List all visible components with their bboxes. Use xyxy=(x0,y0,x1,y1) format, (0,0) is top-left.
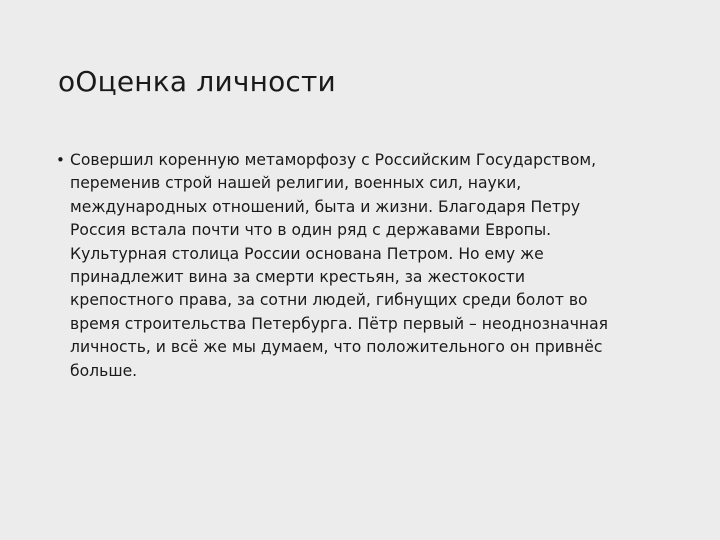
slide-title xyxy=(58,64,336,100)
paragraph-line: Совершил коренную метаморфозу с Российским Государством, xyxy=(70,151,597,169)
body-text-list xyxy=(56,149,676,383)
paragraph-line: крепостного права, за сотни людей, гибнущих среди болот во xyxy=(70,291,588,310)
paragraph-line: личность, и всё же мы думаем, что положительного он привнёс xyxy=(70,338,603,357)
bullet-point-icon: • xyxy=(56,151,65,169)
paragraph-line: больше. xyxy=(70,361,138,380)
paragraph-line: международных отношений, быта и жизни. Благодаря Петру xyxy=(70,197,581,216)
paragraph-line: Россия встала почти что в один ряд с державами Европы. xyxy=(70,221,552,240)
paragraph-line: переменив строй нашей религии, военных сил, науки, xyxy=(70,174,522,193)
body-paragraph xyxy=(56,149,676,383)
title-text: Оценка личности xyxy=(75,65,336,98)
title-bullet-marker: o xyxy=(58,65,76,98)
paragraph-line: Культурная столица России основана Петром. Но ему же xyxy=(70,244,544,263)
paragraph-line: принадлежит вина за смерти крестьян, за жестокости xyxy=(70,268,526,287)
paragraph-line: время строительства Петербурга. Пётр первый – неоднозначная xyxy=(70,314,609,333)
